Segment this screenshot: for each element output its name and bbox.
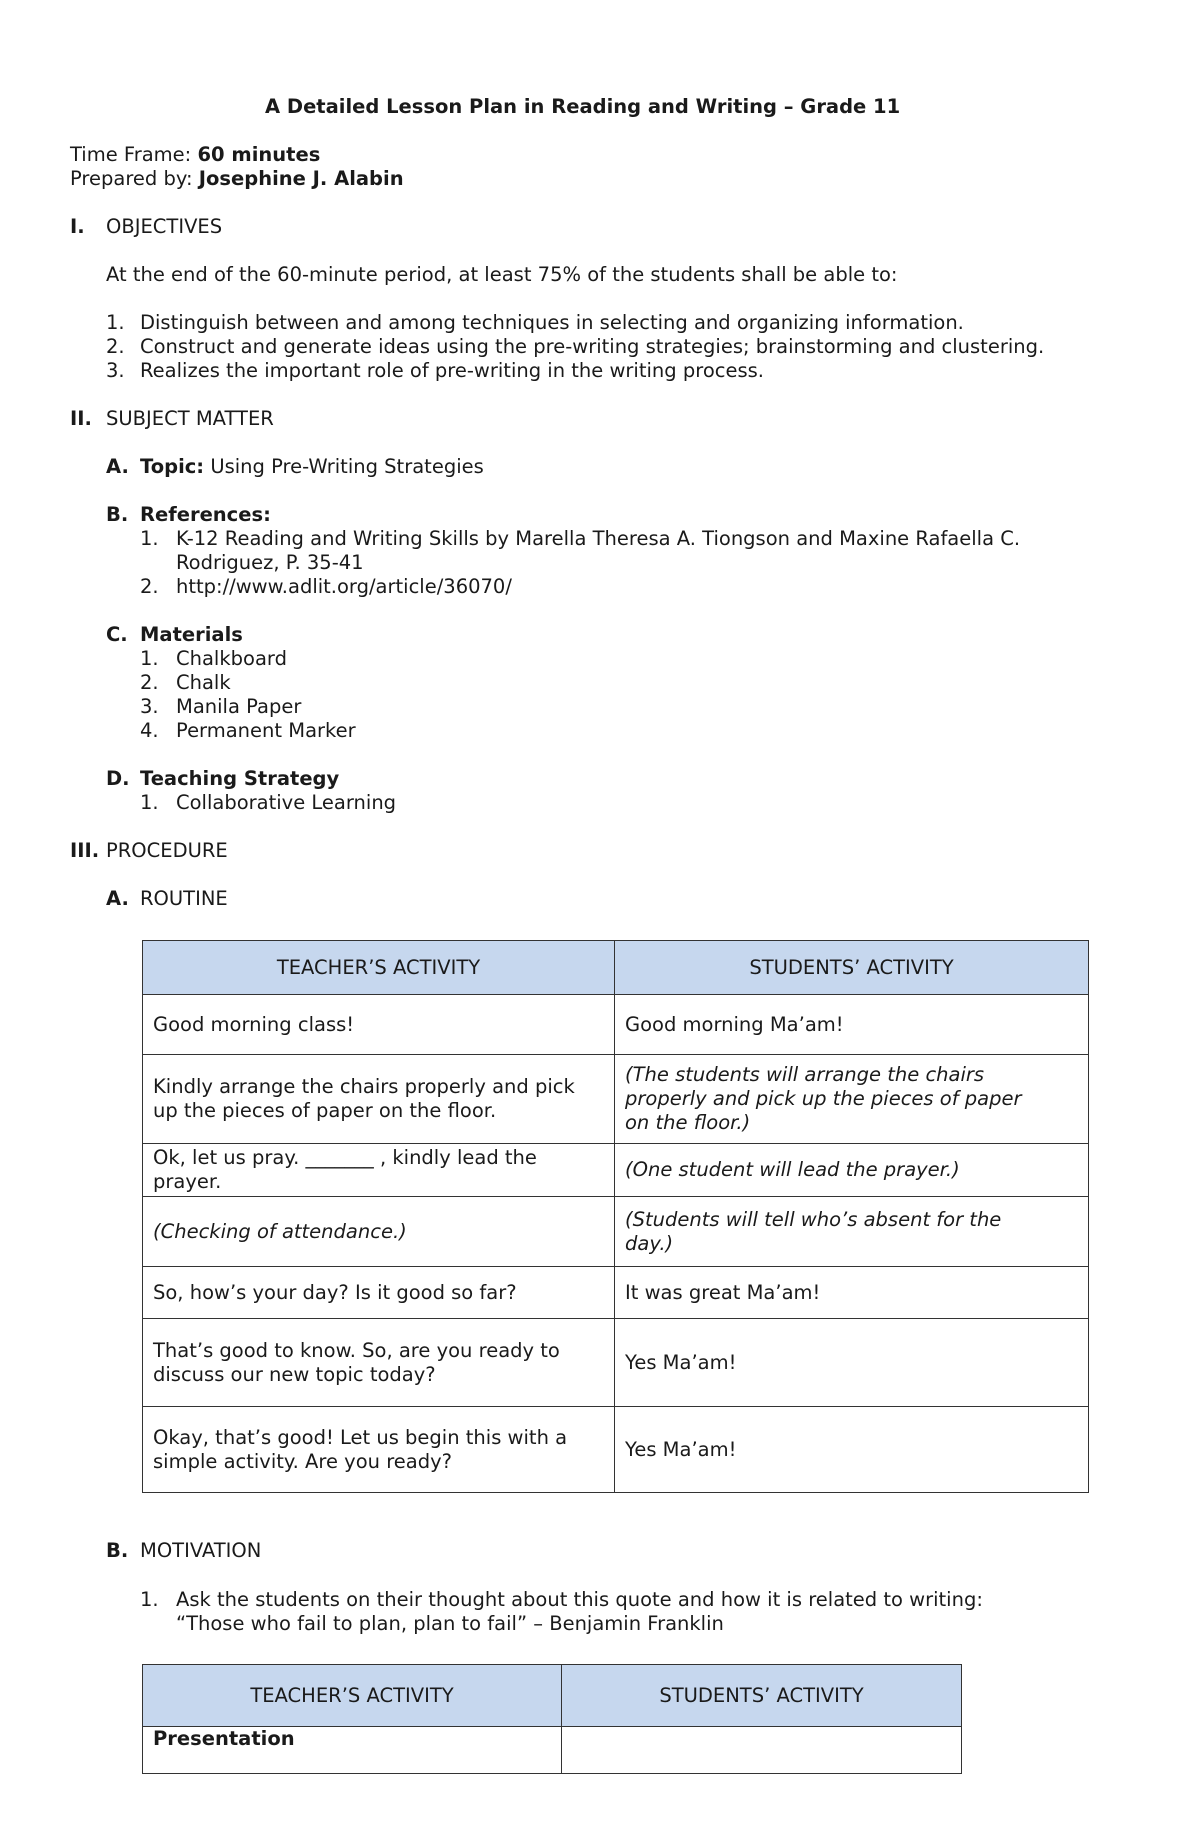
material-item <box>140 719 356 743</box>
table-row <box>143 1267 1089 1319</box>
teacher-cell: So, how’s your day? Is it good so far? <box>143 1267 615 1319</box>
objective-num: 2. <box>106 335 125 358</box>
page-title: A Detailed Lesson Plan in Reading and Writing – Grade 11 <box>265 95 901 118</box>
strategy-num: 1. <box>140 791 159 814</box>
objectives-intro: At the end of the 60-minute period, at least 75% of the students shall be able to: <box>106 263 898 286</box>
teacher-cell: Good morning class! <box>143 995 615 1055</box>
teacher-cell: That’s good to know. So, are you ready to discuss our new topic today? <box>143 1319 615 1407</box>
reference-num: 2. <box>140 575 159 598</box>
material-num: 2. <box>140 671 159 694</box>
student-cell: It was great Ma’am! <box>615 1267 1089 1319</box>
prepared-by <box>70 167 404 191</box>
materials-label: Materials <box>140 623 243 646</box>
subject-matter-heading-text: SUBJECT MATTER <box>106 407 274 430</box>
routine-heading-text: ROUTINE <box>140 887 228 910</box>
table-header-row <box>143 941 1089 995</box>
procedure-numeral: III. <box>70 839 100 862</box>
table-row <box>143 1197 1089 1267</box>
routine-table <box>142 940 1089 1493</box>
procedure-heading-text: PROCEDURE <box>106 839 228 862</box>
objectives-heading-text: OBJECTIVES <box>106 215 223 238</box>
student-cell: Good morning Ma’am! <box>615 995 1089 1055</box>
strategy-letter: D. <box>106 767 130 790</box>
motivation-text: Ask the students on their thought about this quote and how it is related to writing: <box>176 1588 983 1611</box>
objective-item <box>106 335 1044 359</box>
objectives-heading <box>70 215 222 239</box>
teacher-activity-header: TEACHER’S ACTIVITY <box>143 1665 562 1727</box>
motivation-letter: B. <box>106 1539 129 1562</box>
material-text: Chalkboard <box>176 647 287 670</box>
reference-item-continued: Rodriguez, P. 35-41 <box>176 551 364 574</box>
motivation-quote: “Those who fail to plan, plan to fail” – Benjamin Franklin <box>176 1612 724 1635</box>
objective-item <box>106 359 764 383</box>
teacher-activity-header: TEACHER’S ACTIVITY <box>143 941 615 995</box>
teacher-cell: Kindly arrange the chairs properly and pick up the pieces of paper on the floor. <box>143 1055 615 1144</box>
procedure-heading <box>70 839 228 863</box>
objective-text: Realizes the important role of pre-writing in the writing process. <box>140 359 764 382</box>
material-num: 1. <box>140 647 159 670</box>
topic-label: Topic: <box>140 455 205 478</box>
material-item <box>140 671 231 695</box>
student-cell: Yes Ma’am! <box>615 1407 1089 1493</box>
student-cell: (One student will lead the prayer.) <box>615 1144 1089 1197</box>
motivation-heading <box>106 1539 261 1563</box>
teacher-cell: Presentation <box>143 1727 562 1774</box>
material-item <box>140 695 301 719</box>
table-row <box>143 1407 1089 1493</box>
subject-matter-numeral: II. <box>70 407 92 430</box>
table-row <box>143 1727 962 1774</box>
topic <box>106 455 484 479</box>
time-frame-label: Time Frame: <box>70 143 192 166</box>
time-frame <box>70 143 320 167</box>
student-cell: (The students will arrange the chairs properly and pick up the pieces of paper on the floor.) <box>615 1055 1089 1144</box>
references-label: References: <box>140 503 271 526</box>
motivation-table <box>142 1664 962 1774</box>
motivation-num: 1. <box>140 1588 159 1611</box>
table-row <box>143 995 1089 1055</box>
teacher-cell: (Checking of attendance.) <box>143 1197 615 1267</box>
subject-matter-heading <box>70 407 274 431</box>
strategy-label: Teaching Strategy <box>140 767 340 790</box>
table-row <box>143 1144 1089 1197</box>
students-activity-header: STUDENTS’ ACTIVITY <box>562 1665 962 1727</box>
objective-item <box>106 311 964 335</box>
material-text: Permanent Marker <box>176 719 356 742</box>
objective-num: 3. <box>106 359 125 382</box>
material-text: Manila Paper <box>176 695 302 718</box>
topic-value: Using Pre-Writing Strategies <box>210 455 484 478</box>
student-cell: Yes Ma’am! <box>615 1319 1089 1407</box>
reference-item <box>140 575 512 599</box>
student-cell <box>562 1727 962 1774</box>
reference-link[interactable]: http://www.adlit.org/article/36070/ <box>176 575 512 598</box>
student-cell: (Students will tell who’s absent for the day.) <box>615 1197 1089 1267</box>
topic-letter: A. <box>106 455 129 478</box>
prepared-by-label: Prepared by: <box>70 167 193 190</box>
motivation-item <box>140 1588 983 1612</box>
materials-letter: C. <box>106 623 128 646</box>
routine-heading <box>106 887 228 911</box>
prepared-by-value: Josephine J. Alabin <box>198 167 404 190</box>
table-row <box>143 1319 1089 1407</box>
strategy-item <box>140 791 396 815</box>
table-row <box>143 1055 1089 1144</box>
references-heading <box>106 503 271 527</box>
materials-heading <box>106 623 243 647</box>
material-text: Chalk <box>176 671 231 694</box>
objectives-numeral: I. <box>70 215 85 238</box>
reference-text: K-12 Reading and Writing Skills by Marella Theresa A. Tiongson and Maxine Rafaella C. <box>176 527 1021 550</box>
material-num: 4. <box>140 719 159 742</box>
objective-text: Distinguish between and among techniques in selecting and organizing information. <box>140 311 964 334</box>
objective-text: Construct and generate ideas using the pre-writing strategies; brainstorming and clustering. <box>140 335 1045 358</box>
students-activity-header: STUDENTS’ ACTIVITY <box>615 941 1089 995</box>
reference-num: 1. <box>140 527 159 550</box>
material-num: 3. <box>140 695 159 718</box>
motivation-heading-text: MOTIVATION <box>140 1539 262 1562</box>
table-header-row <box>143 1665 962 1727</box>
time-frame-value: 60 minutes <box>197 143 321 166</box>
references-letter: B. <box>106 503 129 526</box>
material-item <box>140 647 287 671</box>
objective-num: 1. <box>106 311 125 334</box>
strategy-text: Collaborative Learning <box>176 791 397 814</box>
teacher-cell: Okay, that’s good! Let us begin this with a simple activity. Are you ready? <box>143 1407 615 1493</box>
reference-item <box>140 527 1020 551</box>
strategy-heading <box>106 767 339 791</box>
routine-letter: A. <box>106 887 129 910</box>
teacher-cell: Ok, let us pray. _______ , kindly lead the prayer. <box>143 1144 615 1197</box>
